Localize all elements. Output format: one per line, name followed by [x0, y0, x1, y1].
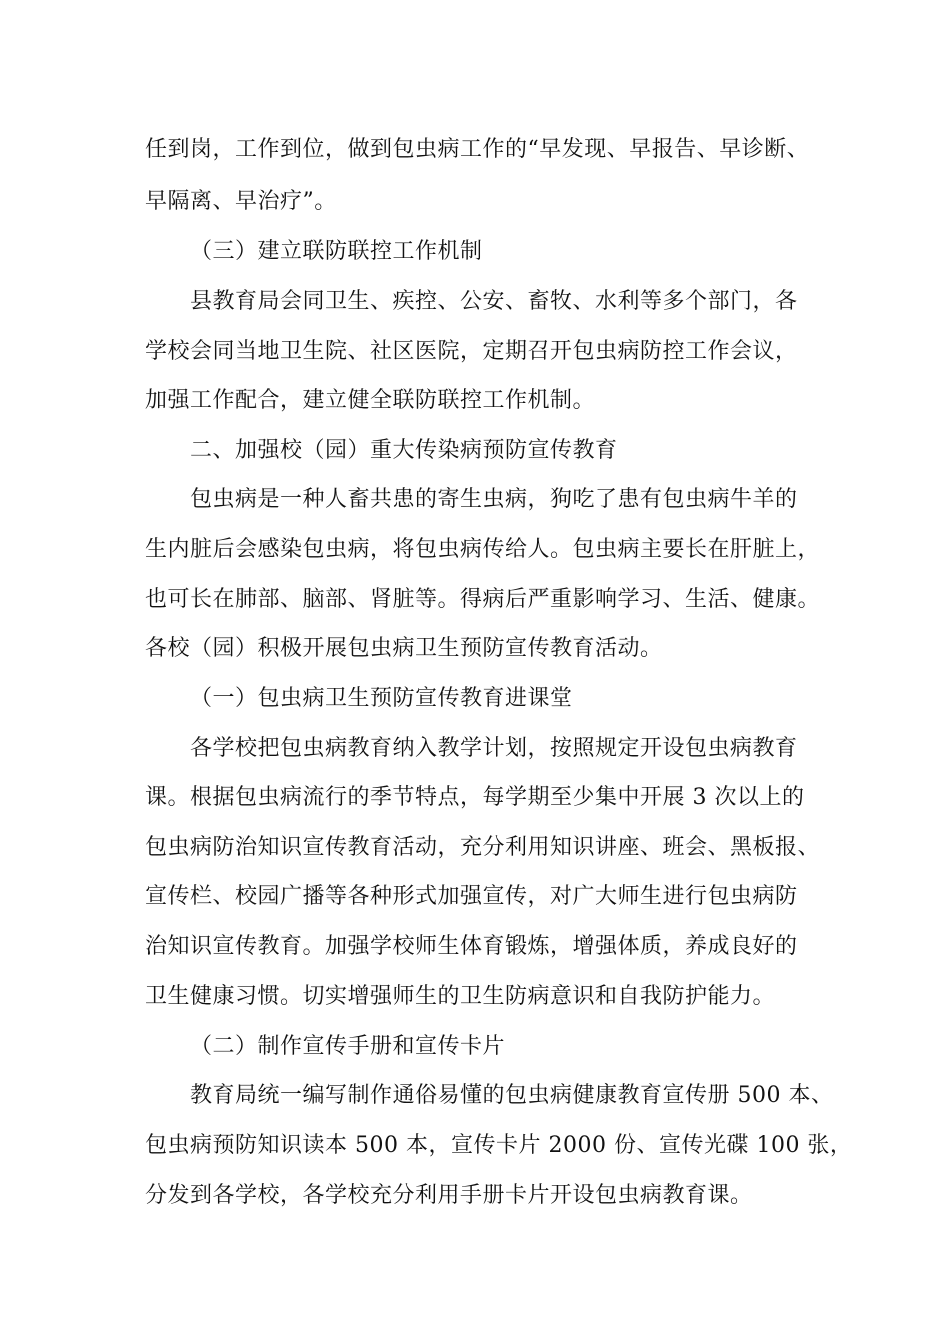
- paragraph-line: 任到岗，工作到位，做到包虫病工作的“早发现、早报告、早诊断、: [145, 137, 810, 162]
- paragraph-line: 课。根据包虫病流行的季节特点，每学期至少集中开展 3 次以上的: [145, 785, 805, 810]
- paragraph-line: 宣传栏、校园广播等各种形式加强宣传，对广大师生进行包虫病防: [145, 884, 798, 909]
- paragraph-line: 县教育局会同卫生、疾控、公安、畜牧、水利等多个部门，各: [190, 289, 798, 314]
- paragraph-line: 学校会同当地卫生院、社区医院，定期召开包虫病防控工作会议，: [145, 339, 798, 364]
- paragraph-line: 包虫病预防知识读本 500 本，宣传卡片 2000 份、宣传光碟 100 张，: [145, 1133, 853, 1158]
- paragraph-line: 也可长在肺部、脑部、肾脏等。得病后严重影响学习、生活、健康。: [145, 587, 821, 612]
- section-heading: 二、加强校（园）重大传染病预防宣传教育: [190, 438, 618, 463]
- paragraph-line: 各校（园）积极开展包虫病卫生预防宣传教育活动。: [145, 636, 663, 661]
- paragraph-line: 包虫病是一种人畜共患的寄生虫病，狗吃了患有包虫病牛羊的: [190, 487, 798, 512]
- paragraph-line: 卫生健康习惯。切实增强师生的卫生防病意识和自我防护能力。: [145, 984, 776, 1009]
- paragraph-line: 生内脏后会感染包虫病，将包虫病传给人。包虫病主要长在肝脏上，: [145, 537, 821, 562]
- paragraph-line: 各学校把包虫病教育纳入教学计划，按照规定开设包虫病教育: [190, 736, 798, 761]
- section-heading: （二）制作宣传手册和宣传卡片: [190, 1034, 506, 1059]
- section-heading: （一）包虫病卫生预防宣传教育进课堂: [190, 686, 573, 711]
- paragraph-line: 加强工作配合，建立健全联防联控工作机制。: [145, 388, 596, 413]
- paragraph-line: 分发到各学校，各学校充分利用手册卡片开设包虫病教育课。: [145, 1183, 753, 1208]
- section-heading: （三）建立联防联控工作机制: [190, 239, 483, 264]
- paragraph-line: 包虫病防治知识宣传教育活动，充分利用知识讲座、班会、黑板报、: [145, 835, 821, 860]
- paragraph-line: 早隔离、早治疗”。: [145, 189, 337, 214]
- paragraph-line: 教育局统一编写制作通俗易懂的包虫病健康教育宣传册 500 本、: [190, 1083, 834, 1108]
- paragraph-line: 治知识宣传教育。加强学校师生体育锻炼，增强体质，养成良好的: [145, 934, 798, 959]
